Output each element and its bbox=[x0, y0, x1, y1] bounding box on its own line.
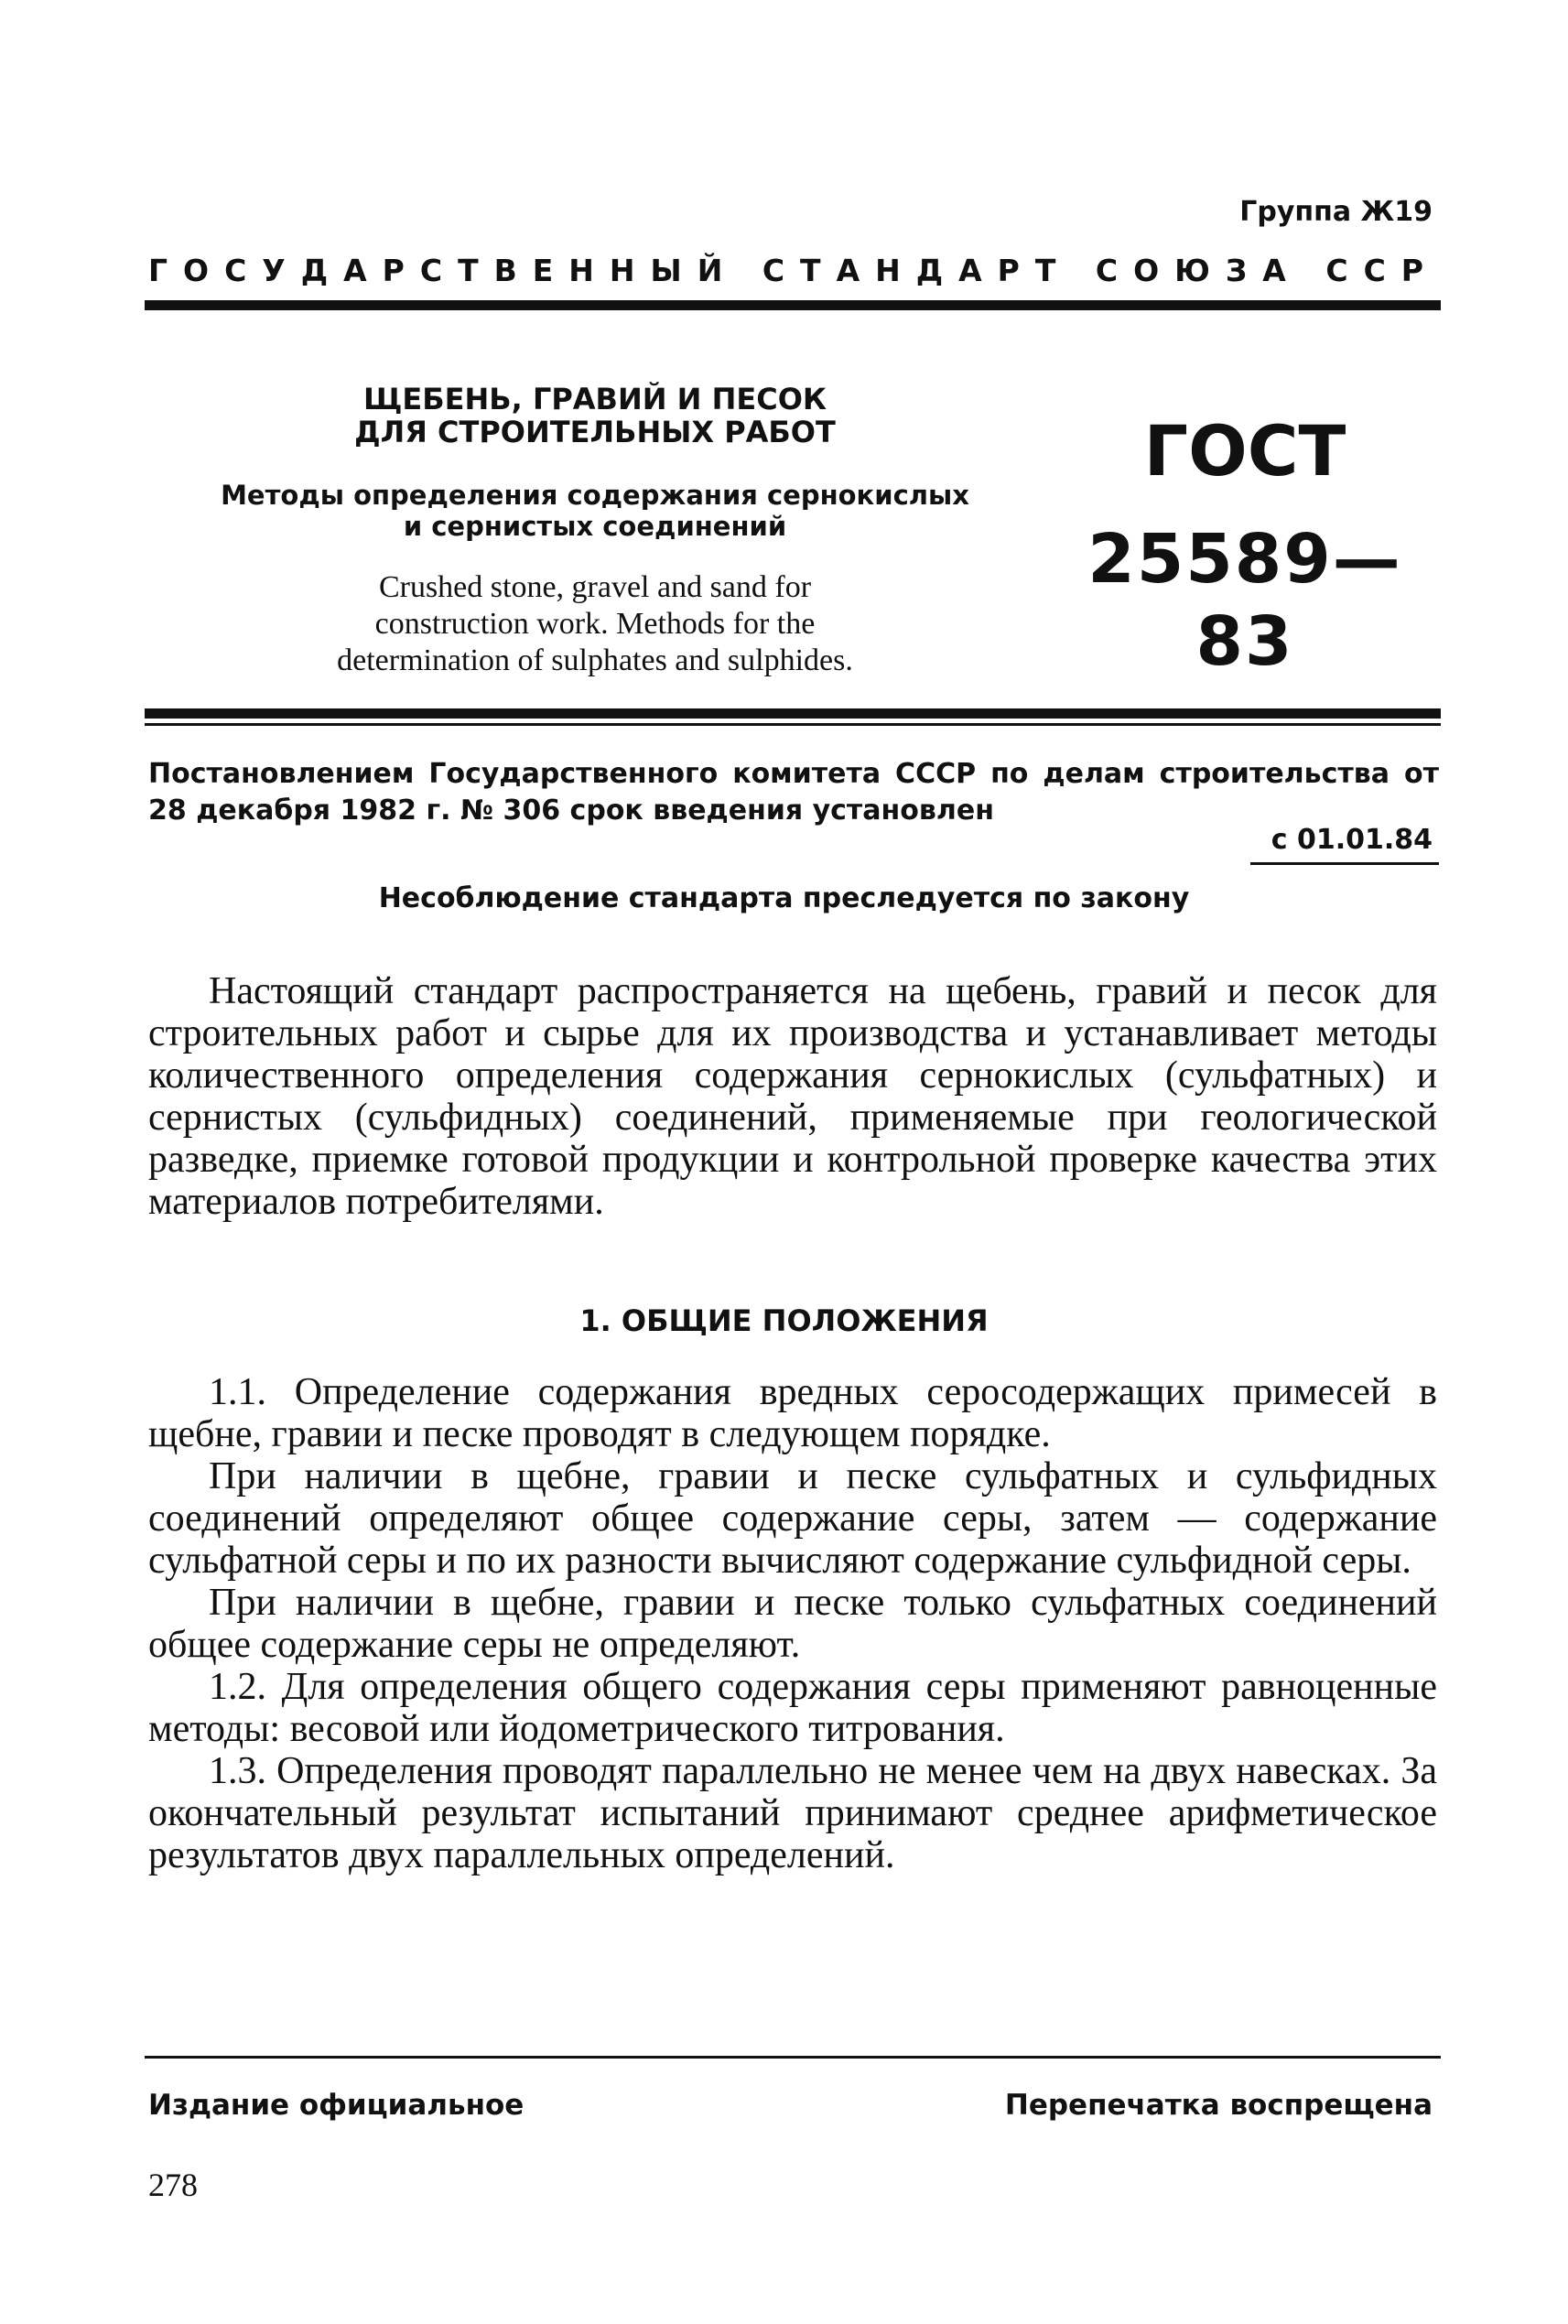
header-word-state: ГОСУДАРСТВЕННЫЙ bbox=[148, 253, 739, 288]
header-rule bbox=[145, 300, 1441, 310]
section-heading: 1. ОБЩИЕ ПОЛОЖЕНИЯ bbox=[579, 1303, 989, 1338]
paragraph-sulfide: При наличии в щебне, гравии и песке сульфатных и сульфидных соединений определяют общее содержание серы, затем — содержание сульфатной серы и по их разности вычисляют содержание сульфидной серы. bbox=[148, 1455, 1437, 1582]
gost-designation bbox=[1053, 410, 1437, 683]
header-word-union: СОЮЗА bbox=[1095, 253, 1302, 288]
legal-warning: Несоблюдение стандарта преследуется по закону bbox=[378, 882, 1190, 914]
paragraph-1-1: 1.1. Определение содержания вредных серосодержащих примесей в щебне, гравии и песке проводят в следующем порядке. bbox=[148, 1371, 1437, 1455]
gost-number: 25589—83 bbox=[1087, 520, 1402, 681]
title-sub-line2: и сернистых соединений bbox=[403, 511, 787, 542]
title-block bbox=[174, 383, 1016, 679]
title-rule-thick bbox=[145, 708, 1441, 719]
page-number: 278 bbox=[148, 2167, 198, 2203]
paragraph-1-3: 1.3. Определения проводят параллельно не менее чем на двух навесках. За окончательный результат испытаний принимают среднее арифметическое результатов двух параллельных определений. bbox=[148, 1750, 1437, 1876]
gost-word: ГОСТ bbox=[1143, 410, 1346, 492]
title-main bbox=[174, 383, 1016, 449]
decree-text: Постановлением Государственного комитета СССР по делам строительства от 28 декабря 1982 г. № 306 срок введения установлен bbox=[148, 758, 1439, 827]
title-subtitle bbox=[174, 480, 1016, 542]
header-word-ussr: ССР bbox=[1325, 253, 1439, 288]
paragraph-sulfate-only: При наличии в щебне, гравии и песке только сульфатных соединений общее содержание серы не определяют. bbox=[148, 1582, 1437, 1666]
section-body bbox=[148, 1371, 1437, 1876]
intro-text: Настоящий стандарт распространяется на щебень, гравий и песок для строительных работ и сырье для их производства и устанавливает методы количественного определения содержания сернокислых (сульфатных) и сернистых (сульфидных) соединений, применяемые при геологической разведке, приемке готовой продукции и контрольной проверке качества этих материалов потребителями. bbox=[148, 970, 1437, 1223]
date-underline bbox=[1250, 862, 1439, 865]
title-english bbox=[174, 569, 1016, 679]
title-main-line1: ЩЕБЕНЬ, ГРАВИЙ И ПЕСОК bbox=[362, 382, 827, 416]
footer-official-edition: Издание официальное bbox=[148, 2089, 524, 2122]
title-sub-line1: Методы определения содержания сернокислых bbox=[221, 480, 969, 511]
standard-header bbox=[148, 253, 1439, 288]
header-word-standard: СТАНДАРТ bbox=[762, 253, 1072, 288]
title-main-line2: ДЛЯ СТРОИТЕЛЬНЫХ РАБОТ bbox=[354, 415, 836, 449]
effective-date: с 01.01.84 bbox=[1271, 824, 1433, 856]
title-en-line1: Crushed stone, gravel and sand for bbox=[378, 570, 812, 604]
intro-paragraph bbox=[148, 970, 1437, 1223]
title-en-line3: determination of sulphates and sulphides. bbox=[337, 643, 853, 677]
footer-rule bbox=[145, 2056, 1441, 2059]
group-label: Группа Ж19 bbox=[1239, 196, 1433, 228]
title-en-line2: construction work. Methods for the bbox=[374, 607, 816, 641]
paragraph-1-2: 1.2. Для определения общего содержания серы применяют равноценные методы: весовой или йодометрического титрования. bbox=[148, 1666, 1437, 1750]
title-rule-thin bbox=[145, 723, 1441, 726]
footer-reprint-prohibited: Перепечатка воспрещена bbox=[1004, 2089, 1433, 2122]
